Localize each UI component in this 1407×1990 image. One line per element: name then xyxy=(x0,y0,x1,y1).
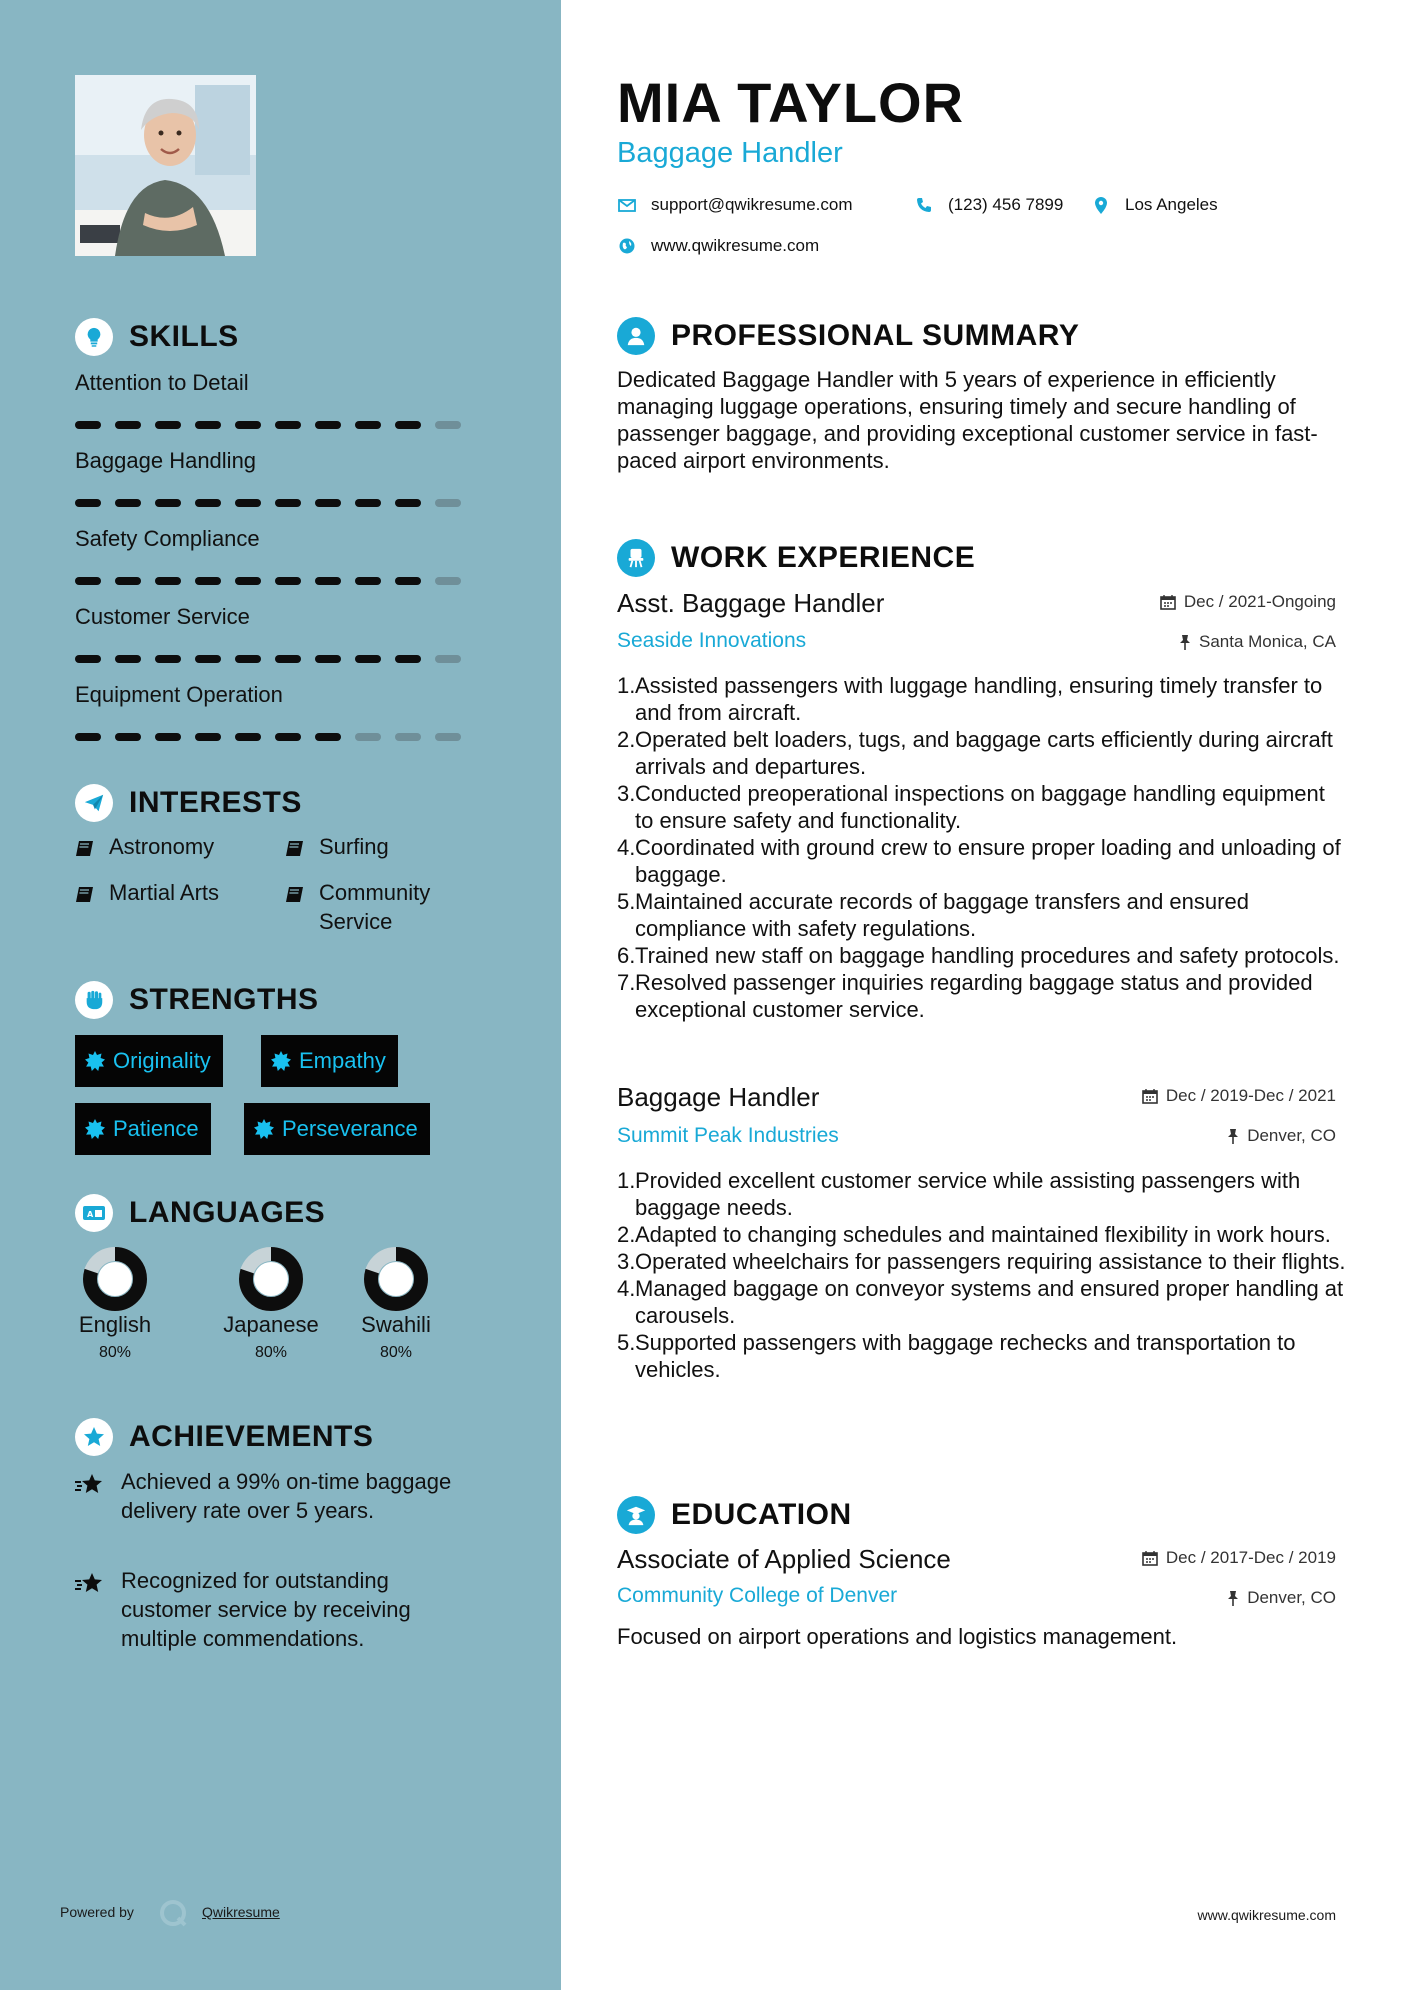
duty-text: Coordinated with ground crew to ensure proper loading and unloading of baggage. xyxy=(635,835,1341,887)
skill-dash-filled xyxy=(75,733,101,741)
summary-text: Dedicated Baggage Handler with 5 years of experience in efficiently managing luggage operations, ensuring timely and secure handling of passenger baggage, and providing exceptional customer service in fast-paced airport environments. xyxy=(617,367,1318,473)
skill-label: Customer Service xyxy=(75,604,250,629)
duty-number: 5. xyxy=(617,889,636,914)
strength-tag xyxy=(261,1035,398,1087)
book-icon xyxy=(285,832,311,865)
duty-item xyxy=(617,1275,1347,1329)
book-icon xyxy=(75,878,101,911)
skill-dash-filled xyxy=(355,499,381,507)
skill-dash-filled xyxy=(355,655,381,663)
skill-label: Baggage Handling xyxy=(75,448,257,473)
skill-dash-filled xyxy=(75,421,101,429)
interest-item xyxy=(75,878,275,911)
skill-dash-filled xyxy=(275,499,301,507)
skill-level-bar xyxy=(75,733,461,741)
qwikresume-logo-icon xyxy=(158,1898,188,1933)
skill-level-bar xyxy=(75,499,461,507)
contact-location xyxy=(1091,195,1218,215)
languages-title: LANGUAGES xyxy=(129,1196,326,1229)
duty-item xyxy=(617,1248,1347,1275)
duty-number: 4. xyxy=(617,835,636,860)
contact-website[interactable] xyxy=(617,236,819,256)
skill-dash-filled xyxy=(235,421,261,429)
contact-phone[interactable] xyxy=(914,195,1063,215)
star-icon xyxy=(75,1467,107,1525)
skill-dash-filled xyxy=(395,655,421,663)
star-icon xyxy=(75,1566,107,1653)
language-ring-center xyxy=(254,1262,288,1296)
svg-text:A: A xyxy=(87,1210,94,1219)
skill-dash-filled xyxy=(275,733,301,741)
interests-title: INTERESTS xyxy=(129,786,302,819)
skill-dash-filled xyxy=(75,499,101,507)
skill-level-bar xyxy=(75,655,461,663)
interests-heading xyxy=(75,784,302,822)
skills-title: SKILLS xyxy=(129,320,239,353)
interest-label: Community Service xyxy=(319,880,431,934)
job-duties xyxy=(617,1167,1347,1383)
duty-text: Trained new staff on baggage handling procedures and safety protocols. xyxy=(635,943,1340,968)
envelope-icon xyxy=(617,199,637,212)
skill-dash-filled xyxy=(115,421,141,429)
skill-dash-filled xyxy=(75,655,101,663)
skill-dash-filled xyxy=(395,421,421,429)
duty-number: 3. xyxy=(617,1249,636,1274)
duty-number: 4. xyxy=(617,1276,636,1301)
skill-dash-empty xyxy=(395,733,421,741)
candidate-role: Baggage Handler xyxy=(617,137,843,169)
skill-dash-filled xyxy=(195,499,221,507)
strength-label: Empathy xyxy=(299,1048,386,1073)
education-degree: Associate of Applied Science xyxy=(617,1544,951,1574)
language-percent: 80% xyxy=(379,1344,413,1361)
lightbulb-icon xyxy=(75,318,113,356)
skill-dash-filled xyxy=(315,499,341,507)
book-icon xyxy=(75,832,101,865)
language-level-ring xyxy=(363,1246,429,1312)
skill-level-bar xyxy=(75,421,461,429)
qwikresume-link[interactable]: Qwikresume xyxy=(202,1904,280,1920)
job-location-text: Santa Monica, CA xyxy=(1198,632,1336,651)
duty-number: 7. xyxy=(617,970,636,995)
candidate-name: MIA TAYLOR xyxy=(617,71,965,134)
duty-number: 6. xyxy=(617,943,636,968)
achievement-text: Achieved a 99% on-time baggage delivery rate over 5 years. xyxy=(121,1469,452,1523)
duty-number: 2. xyxy=(617,727,636,752)
achievement-text: Recognized for outstanding customer service by receiving multiple commendations. xyxy=(121,1568,411,1651)
duty-item xyxy=(617,969,1347,1023)
location-text: Los Angeles xyxy=(1125,195,1218,214)
skill-label: Equipment Operation xyxy=(75,682,283,707)
interest-label: Martial Arts xyxy=(109,880,220,905)
job-dates-text: Dec / 2019-Dec / 2021 xyxy=(1165,1086,1336,1105)
calendar-icon xyxy=(1142,1088,1158,1104)
skill-dash-empty xyxy=(435,733,461,741)
skill-dash-empty xyxy=(435,421,461,429)
duty-number: 3. xyxy=(617,781,636,806)
skill-dash-filled xyxy=(355,577,381,585)
duty-item xyxy=(617,1329,1347,1383)
calendar-icon xyxy=(1160,594,1176,610)
language-percent: 80% xyxy=(98,1344,132,1361)
interest-label: Astronomy xyxy=(109,834,215,859)
language-ring-center xyxy=(98,1262,132,1296)
main-content xyxy=(561,0,1407,1990)
skill-dash-empty xyxy=(355,733,381,741)
phone-text: (123) 456 7899 xyxy=(948,195,1064,214)
skill-dash-filled xyxy=(235,733,261,741)
skill-label: Safety Compliance xyxy=(75,526,260,551)
job-location xyxy=(1179,632,1336,652)
skill-dash-filled xyxy=(155,499,181,507)
skill-dash-filled xyxy=(395,499,421,507)
language-percent: 80% xyxy=(254,1344,288,1361)
skill-dash-filled xyxy=(195,733,221,741)
pushpin-icon xyxy=(1227,1590,1239,1606)
skill-dash-filled xyxy=(315,577,341,585)
map-pin-icon xyxy=(1091,197,1111,214)
education-school: Community College of Denver xyxy=(617,1584,898,1607)
duty-item xyxy=(617,1167,1347,1221)
achievement-item xyxy=(75,1566,475,1653)
language-level-ring xyxy=(238,1246,304,1312)
skill-dash-filled xyxy=(155,421,181,429)
powered-by-label: Powered by xyxy=(60,1904,134,1920)
skill-dash-filled xyxy=(115,577,141,585)
strength-label: Patience xyxy=(113,1116,199,1141)
profile-photo xyxy=(75,75,256,256)
skill-dash-filled xyxy=(315,655,341,663)
contact-email[interactable] xyxy=(617,195,853,215)
strength-tag xyxy=(244,1103,430,1155)
skill-dash-empty xyxy=(435,577,461,585)
duty-text: Conducted preoperational inspections on baggage handling equipment to ensure safety and functionality. xyxy=(635,781,1325,833)
skill-dash-filled xyxy=(195,577,221,585)
duty-number: 5. xyxy=(617,1330,636,1355)
footer-site-link[interactable]: www.qwikresume.com xyxy=(1197,1907,1336,1923)
badge-icon xyxy=(85,1051,105,1071)
duty-text: Managed baggage on conveyor systems and ensured proper handling at carousels. xyxy=(635,1276,1344,1328)
work-heading xyxy=(617,539,975,577)
duty-item xyxy=(617,726,1347,780)
skill-dash-filled xyxy=(115,733,141,741)
skill-dash-filled xyxy=(155,733,181,741)
email-text: support@qwikresume.com xyxy=(651,195,853,214)
globe-icon xyxy=(617,238,637,254)
language-name: English xyxy=(78,1312,152,1337)
skill-dash-empty xyxy=(435,499,461,507)
education-dates xyxy=(1142,1548,1336,1568)
strength-tag xyxy=(75,1035,223,1087)
education-location xyxy=(1227,1588,1336,1608)
interest-item xyxy=(285,832,475,865)
strength-label: Perseverance xyxy=(282,1116,418,1141)
pushpin-icon xyxy=(1227,1128,1239,1144)
duty-item xyxy=(617,672,1347,726)
duty-text: Provided excellent customer service while assisting passengers with baggage needs. xyxy=(635,1168,1301,1220)
skill-dash-filled xyxy=(315,421,341,429)
job-title: Baggage Handler xyxy=(617,1082,820,1112)
badge-icon xyxy=(271,1051,291,1071)
skill-dash-filled xyxy=(315,733,341,741)
user-icon xyxy=(617,317,655,355)
interest-label: Surfing xyxy=(319,834,389,859)
skill-dash-filled xyxy=(355,421,381,429)
interest-item xyxy=(285,878,465,936)
language-card-icon xyxy=(75,1194,113,1232)
star-badge-icon xyxy=(75,1418,113,1456)
language-ring-center xyxy=(379,1262,413,1296)
education-heading xyxy=(617,1496,852,1534)
duty-item xyxy=(617,1221,1347,1248)
skill-dash-filled xyxy=(275,421,301,429)
language-name: Japanese xyxy=(223,1312,319,1337)
skill-dash-filled xyxy=(195,421,221,429)
duty-text: Maintained accurate records of baggage transfers and ensured compliance with safety regulations. xyxy=(635,889,1249,941)
skill-dash-filled xyxy=(275,577,301,585)
skill-level-bar xyxy=(75,577,461,585)
duty-text: Assisted passengers with luggage handling, ensuring timely transfer to and from aircraft. xyxy=(635,673,1323,725)
duty-text: Adapted to changing schedules and maintained flexibility in work hours. xyxy=(635,1222,1331,1247)
skill-dash-filled xyxy=(155,577,181,585)
education-dates-text: Dec / 2017-Dec / 2019 xyxy=(1165,1548,1336,1567)
work-title: WORK EXPERIENCE xyxy=(671,541,976,574)
job-location-text: Denver, CO xyxy=(1247,1126,1336,1145)
education-location-text: Denver, CO xyxy=(1247,1588,1336,1607)
duty-text: Operated belt loaders, tugs, and baggage carts efficiently during aircraft arrivals and departures. xyxy=(635,727,1333,779)
language-name: Swahili xyxy=(361,1312,431,1337)
book-icon xyxy=(285,878,311,936)
interest-item xyxy=(75,832,275,865)
strengths-heading xyxy=(75,981,319,1019)
language-item xyxy=(75,1246,155,1362)
job-dates xyxy=(1142,1086,1336,1106)
sidebar xyxy=(0,0,561,1990)
duty-text: Resolved passenger inquiries regarding baggage status and provided exceptional customer service. xyxy=(635,970,1313,1022)
skill-dash-empty xyxy=(435,655,461,663)
skill-dash-filled xyxy=(75,577,101,585)
pushpin-icon xyxy=(1179,634,1191,650)
job-dates xyxy=(1160,592,1336,612)
strengths-title: STRENGTHS xyxy=(129,983,319,1016)
job-duties xyxy=(617,672,1347,1023)
skill-dash-filled xyxy=(155,655,181,663)
strength-tag xyxy=(75,1103,211,1155)
duty-item xyxy=(617,834,1347,888)
badge-icon xyxy=(254,1119,274,1139)
duty-item xyxy=(617,780,1347,834)
summary-heading xyxy=(617,317,1079,355)
strength-label: Originality xyxy=(113,1048,211,1073)
duty-number: 1. xyxy=(617,673,636,698)
duty-number: 2. xyxy=(617,1222,636,1247)
skill-dash-filled xyxy=(395,577,421,585)
phone-icon xyxy=(914,197,934,213)
duty-number: 1. xyxy=(617,1168,636,1193)
skills-heading xyxy=(75,318,239,356)
education-title: EDUCATION xyxy=(671,1498,852,1531)
paper-plane-icon xyxy=(75,784,113,822)
duty-item xyxy=(617,888,1347,942)
skill-dash-filled xyxy=(115,655,141,663)
skill-dash-filled xyxy=(235,655,261,663)
education-description: Focused on airport operations and logistics management. xyxy=(617,1624,1178,1649)
language-item xyxy=(351,1246,441,1362)
website-text: www.qwikresume.com xyxy=(651,236,820,255)
skill-dash-filled xyxy=(275,655,301,663)
job-title: Asst. Baggage Handler xyxy=(617,588,885,618)
language-item xyxy=(216,1246,326,1362)
language-level-ring xyxy=(82,1246,148,1312)
skill-dash-filled xyxy=(235,577,261,585)
languages-heading xyxy=(75,1194,325,1232)
job-dates-text: Dec / 2021-Ongoing xyxy=(1183,592,1336,611)
chair-icon xyxy=(617,539,655,577)
achievements-title: ACHIEVEMENTS xyxy=(129,1420,374,1453)
summary-title: PROFESSIONAL SUMMARY xyxy=(671,319,1080,352)
graduate-icon xyxy=(617,1496,655,1534)
job-location xyxy=(1227,1126,1336,1146)
badge-icon xyxy=(85,1119,105,1139)
achievement-item xyxy=(75,1467,475,1525)
achievements-heading xyxy=(75,1418,373,1456)
duty-item xyxy=(617,942,1347,969)
job-company: Summit Peak Industries xyxy=(617,1124,839,1147)
skill-dash-filled xyxy=(235,499,261,507)
skill-dash-filled xyxy=(195,655,221,663)
duty-text: Supported passengers with baggage rechecks and transportation to vehicles. xyxy=(635,1330,1296,1382)
job-company: Seaside Innovations xyxy=(617,629,807,652)
skill-dash-filled xyxy=(115,499,141,507)
calendar-icon xyxy=(1142,1550,1158,1566)
raised-fist-icon xyxy=(75,981,113,1019)
duty-text: Operated wheelchairs for passengers requiring assistance to their flights. xyxy=(635,1249,1346,1274)
skill-label: Attention to Detail xyxy=(75,370,249,395)
